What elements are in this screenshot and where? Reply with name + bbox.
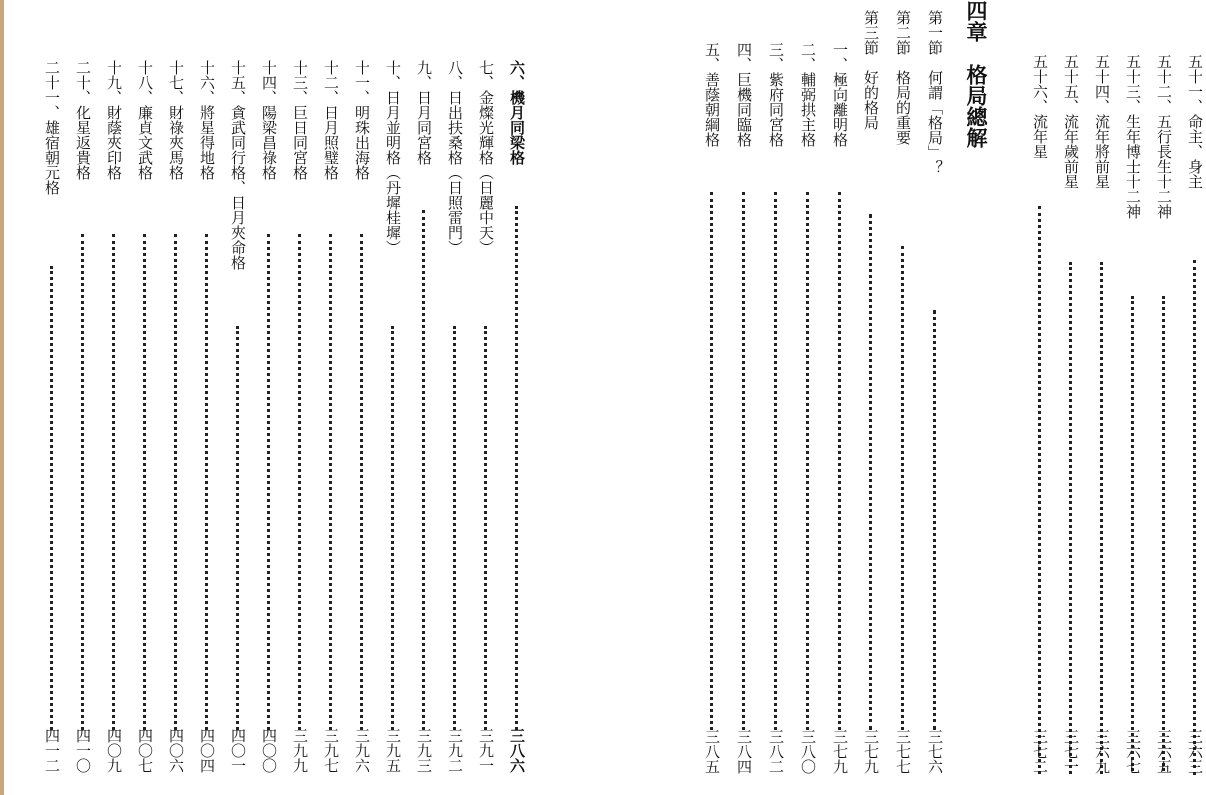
toc-section-label: 第一節 何謂「格局」？ bbox=[926, 10, 944, 175]
toc-section bbox=[921, 10, 949, 795]
toc-entry-label: 九、日月同宮格 bbox=[415, 60, 433, 165]
toc-entry-page: 四一二 bbox=[43, 728, 61, 773]
dot-leader bbox=[1069, 262, 1072, 774]
toc-entry-page: 三九一 bbox=[477, 728, 495, 773]
toc-entry-page: 四〇七 bbox=[136, 728, 154, 773]
toc-entry bbox=[379, 60, 407, 795]
toc-entry bbox=[826, 42, 854, 795]
toc-entry-page: 四〇〇 bbox=[260, 728, 278, 773]
toc-section-page: 三七七 bbox=[894, 729, 912, 774]
chapter-number: 四章 bbox=[964, 0, 989, 42]
chapter-heading bbox=[959, 0, 993, 148]
toc-entry-label: 五十六、流年星 bbox=[1031, 54, 1049, 159]
toc-section-page: 三七六 bbox=[926, 729, 944, 774]
dot-leader bbox=[933, 310, 936, 730]
toc-section bbox=[889, 10, 917, 795]
dot-leader bbox=[360, 234, 363, 730]
toc-entry-label: 五十二、五行長生十二神 bbox=[1155, 54, 1173, 219]
dot-leader bbox=[742, 192, 745, 730]
toc-entry-page: 三七九 bbox=[831, 729, 849, 774]
dot-leader bbox=[1131, 296, 1134, 771]
dot-leader bbox=[1162, 296, 1165, 771]
toc-entry-label: 五十一、命主、身主 bbox=[1186, 54, 1204, 189]
toc-entry-label: 十、日月並明格（丹墀桂墀） bbox=[384, 60, 402, 255]
toc-entry bbox=[1181, 54, 1206, 795]
toc-entry bbox=[100, 60, 128, 795]
toc-section-label: 第三節 好的格局 bbox=[862, 10, 880, 130]
toc-entry-page: 三九七 bbox=[322, 728, 340, 773]
dot-leader bbox=[838, 192, 841, 730]
dot-leader bbox=[112, 234, 115, 730]
toc-entry bbox=[255, 60, 283, 795]
dot-leader bbox=[174, 234, 177, 730]
toc-entry bbox=[317, 60, 345, 795]
toc-entry-page: 四〇四 bbox=[198, 728, 216, 773]
toc-section bbox=[857, 10, 885, 795]
toc-entry-label: 二十、化星返貴格 bbox=[74, 60, 92, 180]
dot-leader bbox=[774, 192, 777, 730]
toc-entry-page: 三六七 bbox=[1124, 729, 1142, 774]
dot-leader bbox=[422, 210, 425, 730]
toc-entry bbox=[1057, 54, 1085, 795]
toc-entry-page: 四〇九 bbox=[105, 728, 123, 773]
toc-entry-label: 四、巨機同臨格 bbox=[735, 42, 753, 147]
dot-leader bbox=[484, 326, 487, 730]
dot-leader bbox=[329, 234, 332, 730]
dot-leader bbox=[710, 192, 713, 730]
toc-entry-label: 十八、廉貞文武格 bbox=[136, 60, 154, 180]
toc-entry bbox=[348, 60, 376, 795]
toc-entry-label: 十七、財祿夾馬格 bbox=[167, 60, 185, 180]
toc-entry-label: 十九、財蔭夾印格 bbox=[105, 60, 123, 180]
toc-entry-page: 三六五 bbox=[1155, 729, 1173, 774]
dot-leader bbox=[205, 234, 208, 730]
dot-leader bbox=[1193, 260, 1196, 775]
toc-entry-page: 三七二 bbox=[1031, 729, 1049, 774]
toc-entry-label: 五、善蔭朝綱格 bbox=[703, 42, 721, 147]
toc-entry-label: 七、金燦光輝格（日麗中天） bbox=[477, 60, 495, 255]
toc-entry-label: 十五、貪武同行格、日月夾命格 bbox=[229, 60, 247, 270]
dot-leader bbox=[236, 326, 239, 730]
toc-entry-page: 三八四 bbox=[735, 729, 753, 774]
toc-entry-label: 五十三、生年博士十二神 bbox=[1124, 54, 1142, 219]
toc-section-page: 三七九 bbox=[862, 729, 880, 774]
toc-entry bbox=[193, 60, 221, 795]
toc-entry-page: 四〇一 bbox=[229, 728, 247, 773]
toc-entry-label: 十四、陽梁昌祿格 bbox=[260, 60, 278, 180]
toc-entry bbox=[1026, 54, 1054, 795]
toc-entry-page: 三八二 bbox=[767, 729, 785, 774]
toc-entry bbox=[224, 60, 252, 795]
toc-entry-page: 三九三 bbox=[415, 728, 433, 773]
toc-entry bbox=[1119, 54, 1147, 795]
dot-leader bbox=[298, 234, 301, 730]
toc-entry bbox=[794, 42, 822, 795]
toc-entry-page: 三六三 bbox=[1186, 729, 1204, 774]
toc-entry-page: 四〇六 bbox=[167, 728, 185, 773]
dot-leader bbox=[453, 326, 456, 730]
toc-entry bbox=[441, 60, 469, 795]
toc-section-label: 第二節 格局的重要 bbox=[894, 10, 912, 145]
toc-entry-page: 三七一 bbox=[1062, 729, 1080, 774]
toc-entry bbox=[1088, 54, 1116, 795]
toc-entry-label: 五十四、流年將前星 bbox=[1093, 54, 1111, 189]
dot-leader bbox=[1038, 206, 1041, 774]
toc-entry-page: 三六九 bbox=[1093, 729, 1111, 774]
toc-entry-label: 十一、明珠出海格 bbox=[353, 60, 371, 180]
dot-leader bbox=[869, 214, 872, 730]
toc-entry-page: 四一〇 bbox=[74, 728, 92, 773]
toc-entry-label: 六、機月同梁格 bbox=[508, 60, 526, 165]
toc-entry bbox=[730, 42, 758, 795]
dot-leader bbox=[391, 326, 394, 730]
toc-entry bbox=[131, 60, 159, 795]
toc-entry-page: 三九五 bbox=[384, 728, 402, 773]
dot-leader bbox=[267, 234, 270, 730]
toc-entry-label: 十六、將星得地格 bbox=[198, 60, 216, 180]
toc-entry-page: 三八六 bbox=[508, 728, 526, 773]
toc-entry-label: 十二、日月照璧格 bbox=[322, 60, 340, 180]
toc-entry-page: 三九六 bbox=[353, 728, 371, 773]
toc-entry bbox=[38, 60, 66, 795]
dot-leader bbox=[1100, 262, 1103, 774]
toc-entry-page: 三九二 bbox=[446, 728, 464, 773]
toc-entry-page: 三八〇 bbox=[799, 729, 817, 774]
toc-entry bbox=[69, 60, 97, 795]
dot-leader bbox=[50, 266, 53, 730]
toc-entry bbox=[286, 60, 314, 795]
toc-entry-page: 三九九 bbox=[291, 728, 309, 773]
toc-entry bbox=[1150, 54, 1178, 795]
toc-entry-label: 二十一、雄宿朝元格 bbox=[43, 60, 61, 195]
dot-leader bbox=[143, 234, 146, 730]
toc-entry bbox=[162, 60, 190, 795]
dot-leader bbox=[81, 234, 84, 730]
toc-entry-label: 五十五、流年歲前星 bbox=[1062, 54, 1080, 189]
toc-entry-label: 一、極向離明格 bbox=[831, 42, 849, 147]
toc-entry-label: 八、日出扶桑格（日照雷門） bbox=[446, 60, 464, 255]
toc-entry-label: 二、輔弼拱主格 bbox=[799, 42, 817, 147]
toc-entry-page: 三八五 bbox=[703, 729, 721, 774]
page-edge bbox=[0, 0, 4, 795]
toc-entry-label: 三、紫府同宮格 bbox=[767, 42, 785, 147]
toc-entry-label: 十三、巨日同宮格 bbox=[291, 60, 309, 180]
toc-entry bbox=[503, 60, 531, 795]
toc-entry bbox=[472, 60, 500, 795]
chapter-title: 格局總解 bbox=[964, 64, 989, 148]
toc-entry bbox=[698, 42, 726, 795]
toc-entry bbox=[410, 60, 438, 795]
toc-entry bbox=[762, 42, 790, 795]
dot-leader bbox=[901, 246, 904, 730]
dot-leader bbox=[806, 192, 809, 730]
dot-leader bbox=[515, 206, 518, 730]
